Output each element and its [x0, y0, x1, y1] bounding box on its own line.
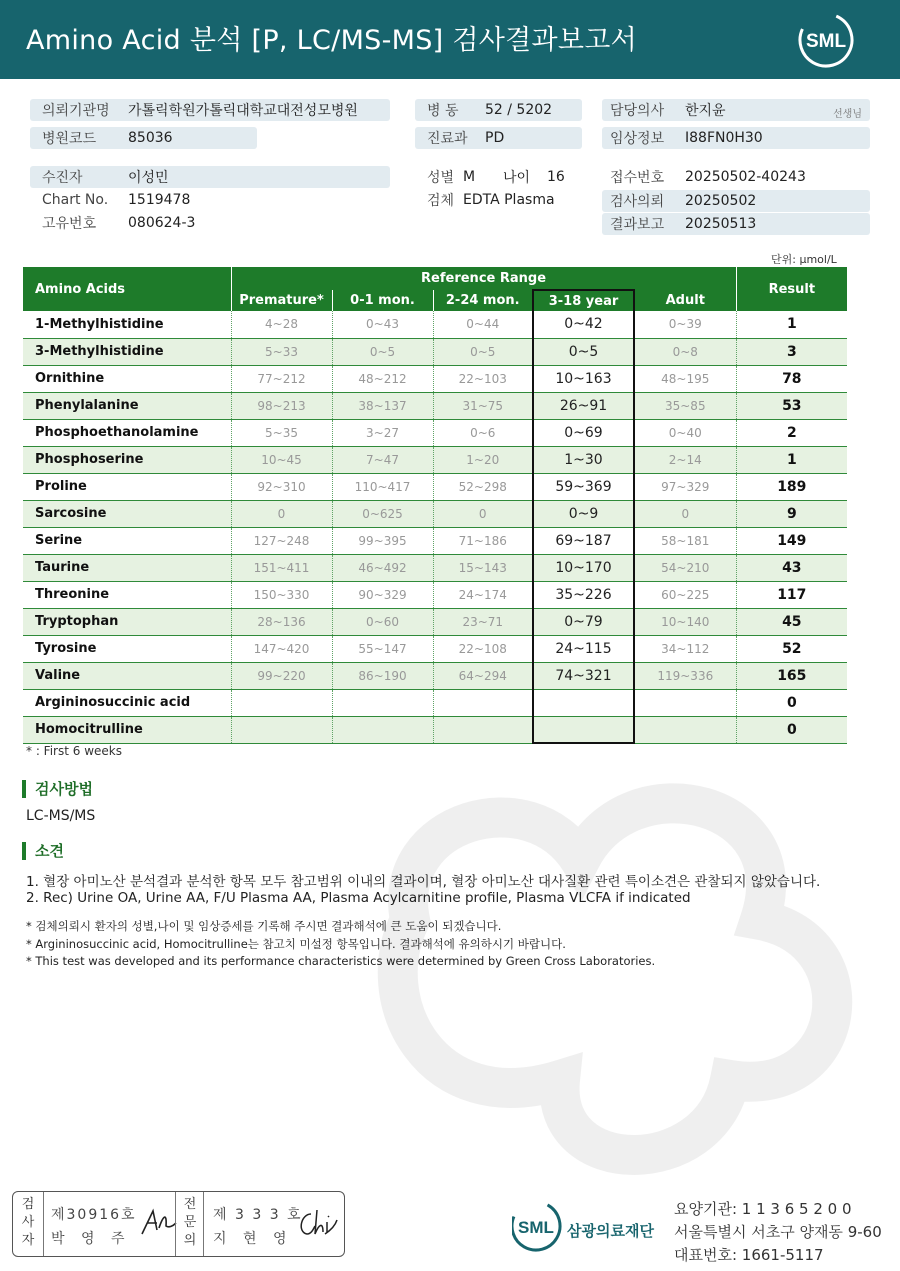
- specialist-label: 전 문 의: [183, 1197, 197, 1248]
- result-value: 0: [736, 716, 847, 743]
- specialist-signature-icon: [295, 1206, 339, 1242]
- reference-range-highlight-cell: 0~9: [533, 500, 634, 527]
- reference-range-header: Reference Range: [231, 267, 736, 290]
- receipt-value: 20250502-40243: [685, 169, 806, 185]
- footer-care-no: 요양기관: 1 1 3 6 5 2 0 0: [674, 1200, 852, 1218]
- specialist-name: 지 현 영: [213, 1231, 293, 1247]
- range-header: 0-1 mon.: [332, 290, 433, 311]
- reference-range-cell: [231, 689, 332, 716]
- reference-range-cell: 151~411: [231, 554, 332, 581]
- reference-range-cell: 22~108: [433, 635, 533, 662]
- table-row: [23, 446, 847, 473]
- table-row: [23, 338, 847, 365]
- unit-label: 단위: μmol/L: [771, 253, 837, 266]
- reference-range-highlight-cell: 1~30: [533, 446, 634, 473]
- result-value: 9: [736, 500, 847, 527]
- unique-value: 080624-3: [128, 215, 196, 231]
- reference-range-highlight-cell: 59~369: [533, 473, 634, 500]
- specimen-row: [415, 189, 595, 211]
- doctor-label: 담당의사: [610, 103, 665, 119]
- reference-range-cell: 28~136: [231, 608, 332, 635]
- result-value: 78: [736, 365, 847, 392]
- reference-range-cell: 7~47: [332, 446, 433, 473]
- amino-acid-name: Phosphoserine: [23, 446, 231, 473]
- reference-range-highlight-cell: 24~115: [533, 635, 634, 662]
- note-line: * 검체의뢰시 환자의 성별,나이 및 임상증세를 기록해 주시면 결과해석에 큰 도움이 되겠습니다.: [26, 919, 502, 933]
- logo-text: SML: [805, 31, 847, 52]
- reference-range-highlight-cell: 26~91: [533, 392, 634, 419]
- reference-range-cell: 92~310: [231, 473, 332, 500]
- reference-range-cell: 0~44: [433, 311, 533, 338]
- result-value: 43: [736, 554, 847, 581]
- reference-range-cell: 0~40: [634, 419, 736, 446]
- reference-range-cell: 2~14: [634, 446, 736, 473]
- request-value: 20250502: [685, 193, 757, 209]
- footnote: * : First 6 weeks: [26, 744, 122, 758]
- unique-row: [30, 212, 390, 234]
- result-value: 45: [736, 608, 847, 635]
- range-header: Premature*: [231, 290, 332, 311]
- footer-org-name: 삼광의료재단: [567, 1222, 654, 1240]
- ward-row: [415, 99, 582, 121]
- institution-label: 의뢰기관명: [42, 103, 110, 119]
- reference-range-cell: 99~395: [332, 527, 433, 554]
- reference-range-cell: 23~71: [433, 608, 533, 635]
- table-row: [23, 365, 847, 392]
- reference-range-cell: 147~420: [231, 635, 332, 662]
- institution-row: [30, 99, 390, 121]
- remark-line: 2. Rec) Urine OA, Urine AA, F/U Plasma AA, Plasma Acylcarnitine profile, Plasma VLCFA if indicated: [26, 890, 691, 906]
- range-header-highlight: 3-18 year: [533, 290, 634, 311]
- reference-range-cell: 58~181: [634, 527, 736, 554]
- doctor-suffix: 선생님: [833, 109, 862, 120]
- sml-logo-icon: [796, 12, 856, 68]
- footer-address: 서울특별시 서초구 양재동 9-60: [674, 1223, 882, 1241]
- report-date-label: 결과보고: [610, 217, 665, 233]
- clinical-row: [602, 127, 870, 149]
- reference-range-cell: 150~330: [231, 581, 332, 608]
- reference-range-cell: 0~39: [634, 311, 736, 338]
- amino-acid-name: Ornithine: [23, 365, 231, 392]
- reference-range-cell: 77~212: [231, 365, 332, 392]
- reference-range-cell: 24~174: [433, 581, 533, 608]
- remarks-title: 소견: [22, 842, 64, 860]
- department-label: 진료과: [427, 131, 468, 147]
- amino-acid-name: Serine: [23, 527, 231, 554]
- result-header: Result: [736, 267, 847, 311]
- hospital-code-row: [30, 127, 257, 149]
- reference-range-highlight-cell: 69~187: [533, 527, 634, 554]
- range-header: Adult: [634, 290, 736, 311]
- reference-range-cell: 48~212: [332, 365, 433, 392]
- reference-range-cell: 99~220: [231, 662, 332, 689]
- reference-range-highlight-cell: 0~42: [533, 311, 634, 338]
- result-value: 2: [736, 419, 847, 446]
- result-value: 53: [736, 392, 847, 419]
- ward-value: 52 / 5202: [485, 102, 553, 118]
- table-row: [23, 527, 847, 554]
- reference-range-cell: 0~6: [433, 419, 533, 446]
- amino-acids-header: Amino Acids: [23, 267, 231, 311]
- reference-range-cell: 5~33: [231, 338, 332, 365]
- reference-range-cell: 5~35: [231, 419, 332, 446]
- patient-value: 이성민: [128, 170, 169, 186]
- amino-acid-name: 1-Methylhistidine: [23, 311, 231, 338]
- reference-range-cell: 3~27: [332, 419, 433, 446]
- department-value: PD: [485, 130, 505, 146]
- doctor-value: 한지윤: [685, 103, 726, 119]
- reference-range-cell: 0~43: [332, 311, 433, 338]
- tester-label: 검 사 자: [21, 1197, 35, 1248]
- reference-range-cell: 0~60: [332, 608, 433, 635]
- table-row: [23, 500, 847, 527]
- reference-range-cell: 60~225: [634, 581, 736, 608]
- reference-range-cell: [231, 716, 332, 743]
- report-date-row: [602, 213, 870, 235]
- amino-acid-name: Tyrosine: [23, 635, 231, 662]
- reference-range-cell: 46~492: [332, 554, 433, 581]
- result-value: 3: [736, 338, 847, 365]
- footer-phone: 대표번호: 1661-5117: [674, 1246, 824, 1264]
- specimen-value: EDTA Plasma: [463, 192, 555, 208]
- remark-line: 1. 혈장 아미노산 분석결과 분석한 항목 모두 참고범위 이내의 결과이며, 혈장 아미노산 대사질환 관련 특이소견은 관찰되지 않았습니다.: [26, 874, 821, 890]
- watermark-logo-icon: [330, 700, 890, 1200]
- reference-range-cell: 4~28: [231, 311, 332, 338]
- reference-range-cell: 64~294: [433, 662, 533, 689]
- ward-label: 병 동: [427, 103, 459, 119]
- result-value: 189: [736, 473, 847, 500]
- result-value: 0: [736, 689, 847, 716]
- table-row: [23, 554, 847, 581]
- amino-acid-name: Argininosuccinic acid: [23, 689, 231, 716]
- reference-range-cell: 0~625: [332, 500, 433, 527]
- amino-acid-name: Tryptophan: [23, 608, 231, 635]
- reference-range-cell: 54~210: [634, 554, 736, 581]
- note-line: * This test was developed and its performance characteristics were determined by Green Cross Laboratories.: [26, 954, 656, 968]
- reference-range-cell: 71~186: [433, 527, 533, 554]
- amino-acid-name: Valine: [23, 662, 231, 689]
- tester-license: 제30916호: [51, 1207, 137, 1223]
- amino-acid-name: 3-Methylhistidine: [23, 338, 231, 365]
- reference-range-cell: 110~417: [332, 473, 433, 500]
- hospital-code-label: 병원코드: [42, 131, 97, 147]
- clinical-value: I88FN0H30: [685, 130, 763, 146]
- request-label: 검사의뢰: [610, 194, 665, 210]
- reference-range-cell: 52~298: [433, 473, 533, 500]
- request-row: [602, 190, 870, 212]
- amino-acid-name: Phenylalanine: [23, 392, 231, 419]
- table-row: [23, 311, 847, 338]
- result-value: 117: [736, 581, 847, 608]
- method-title: 검사방법: [22, 780, 93, 798]
- reference-range-cell: 90~329: [332, 581, 433, 608]
- reference-range-cell: 22~103: [433, 365, 533, 392]
- amino-acid-name: Phosphoethanolamine: [23, 419, 231, 446]
- reference-range-cell: 0: [634, 500, 736, 527]
- reference-range-cell: 119~336: [634, 662, 736, 689]
- age-label: 나이: [503, 170, 531, 186]
- reference-range-highlight-cell: 74~321: [533, 662, 634, 689]
- specialist-license: 제 3 3 3 호: [213, 1207, 303, 1223]
- result-value: 52: [736, 635, 847, 662]
- doctor-row: [602, 99, 870, 121]
- reference-range-cell: 48~195: [634, 365, 736, 392]
- amino-acid-name: Proline: [23, 473, 231, 500]
- reference-range-highlight-cell: 10~163: [533, 365, 634, 392]
- reference-range-highlight-cell: 10~170: [533, 554, 634, 581]
- patient-label: 수진자: [42, 170, 83, 186]
- table-row: [23, 473, 847, 500]
- amino-acid-table: [23, 267, 847, 744]
- table-row: [23, 608, 847, 635]
- reference-range-cell: 0: [433, 500, 533, 527]
- amino-acid-name: Taurine: [23, 554, 231, 581]
- reference-range-cell: 10~140: [634, 608, 736, 635]
- result-value: 1: [736, 446, 847, 473]
- unique-label: 고유번호: [42, 216, 97, 232]
- result-value: 1: [736, 311, 847, 338]
- reference-range-highlight-cell: 0~5: [533, 338, 634, 365]
- table-row: [23, 419, 847, 446]
- reference-range-cell: 98~213: [231, 392, 332, 419]
- reference-range-cell: 97~329: [634, 473, 736, 500]
- reference-range-highlight-cell: 0~79: [533, 608, 634, 635]
- amino-acid-name: Sarcosine: [23, 500, 231, 527]
- age-value: 16: [547, 169, 565, 185]
- range-header: 2-24 mon.: [433, 290, 533, 311]
- signature-box: [12, 1191, 345, 1257]
- reference-range-cell: 0: [231, 500, 332, 527]
- reference-range-cell: 0~5: [433, 338, 533, 365]
- reference-range-cell: 15~143: [433, 554, 533, 581]
- result-value: 149: [736, 527, 847, 554]
- receipt-row: [602, 166, 870, 188]
- amino-acid-name: Threonine: [23, 581, 231, 608]
- reference-range-cell: 38~137: [332, 392, 433, 419]
- table-row: [23, 392, 847, 419]
- table-row: [23, 581, 847, 608]
- sex-age-row: [415, 166, 595, 188]
- reference-range-highlight-cell: 0~69: [533, 419, 634, 446]
- chart-label: Chart No.: [42, 192, 109, 208]
- reference-range-cell: 35~85: [634, 392, 736, 419]
- chart-value: 1519478: [128, 192, 191, 208]
- chart-row: [30, 189, 390, 211]
- report-date-value: 20250513: [685, 216, 757, 232]
- reference-range-cell: 86~190: [332, 662, 433, 689]
- specimen-label: 검체: [427, 193, 455, 209]
- result-value: 165: [736, 662, 847, 689]
- tester-name: 박 영 주: [51, 1231, 131, 1247]
- reference-range-cell: 31~75: [433, 392, 533, 419]
- department-row: [415, 127, 582, 149]
- table-row: [23, 635, 847, 662]
- table-row: [23, 662, 847, 689]
- reference-range-cell: 0~8: [634, 338, 736, 365]
- note-line: * Argininosuccinic acid, Homocitrulline는 참고치 미설정 항목입니다. 결과해석에 유의하시기 바랍니다.: [26, 937, 566, 951]
- report-header: [0, 0, 900, 79]
- reference-range-highlight-cell: 35~226: [533, 581, 634, 608]
- footer-logo-text: SML: [518, 1218, 554, 1237]
- sex-label: 성별: [427, 170, 455, 186]
- reference-range-cell: 55~147: [332, 635, 433, 662]
- hospital-code-value: 85036: [128, 130, 173, 146]
- reference-range-cell: 1~20: [433, 446, 533, 473]
- clinical-label: 임상정보: [610, 131, 665, 147]
- tester-signature-icon: [139, 1206, 179, 1240]
- method-value: LC-MS/MS: [26, 808, 96, 824]
- reference-range-cell: 10~45: [231, 446, 332, 473]
- patient-row: [30, 166, 390, 188]
- reference-range-cell: 0~5: [332, 338, 433, 365]
- reference-range-cell: 127~248: [231, 527, 332, 554]
- amino-acid-name: Homocitrulline: [23, 716, 231, 743]
- report-title: Amino Acid 분석 [P, LC/MS-MS] 검사결과보고서: [26, 25, 638, 56]
- reference-range-cell: 34~112: [634, 635, 736, 662]
- receipt-label: 접수번호: [610, 170, 665, 186]
- sex-value: M: [463, 169, 476, 185]
- institution-value: 가톨릭학원가톨릭대학교대전성모병원: [128, 103, 358, 119]
